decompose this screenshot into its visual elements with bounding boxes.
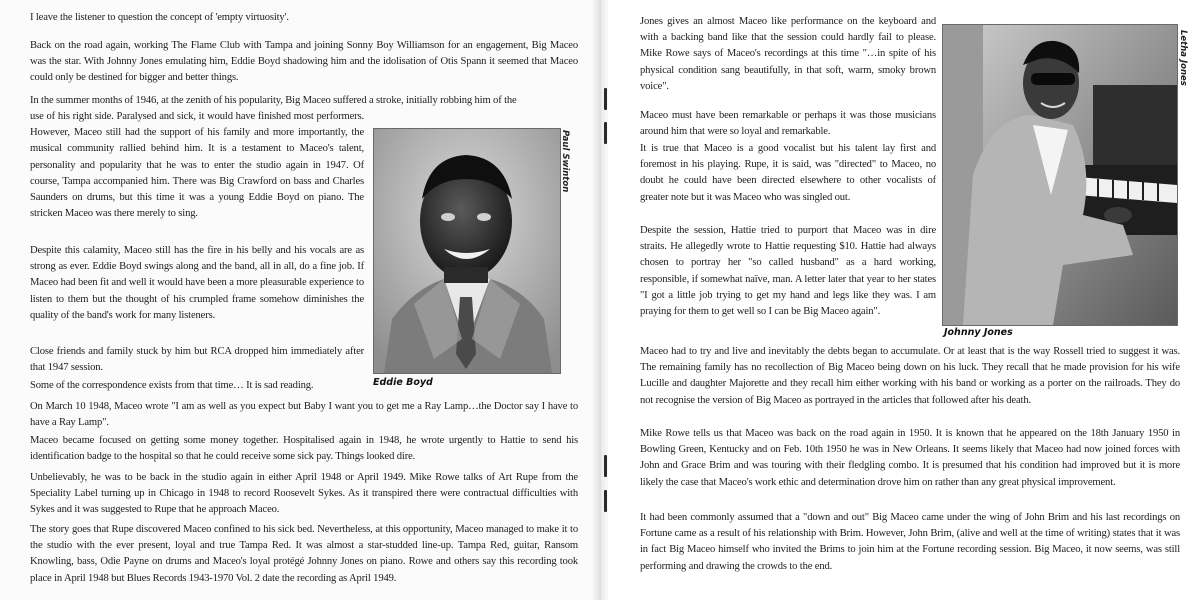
photo-credit: Paul Swinton [560,130,570,193]
paragraph: The story goes that Rupe discovered Maceo confined to his sick bed. Nevertheless, at this opportunity, Maceo managed to make it to the studio with the ever present, loyal and true Tampa Red. It was almost a star-studded line-up. Tampa Red, guitar, Ransom Knowling, bass, Odie Payne on drums and Maceo's loyal protégé Johnny Jones on piano. Rowe and others say this recording took place in April 1948 but Blues Records 1943-1970 Vol. 2 date the recording as April 1949. [30,524,578,584]
paragraph: Maceo became focused on getting some money together. Hospitalised again in 1948, he wrote urgently to Hattie to send his identification badge to the hospital so that he could receive some sick pay. Things looked dire. [30,435,578,463]
paragraph: Maceo must have been remarkable or perhaps it was those musicians around him that were so loyal and remarkable. [640,110,936,138]
paragraph: Unbelievably, he was to be back in the studio again in either April 1948 or April 1949. Mike Rowe talks of Art Rupe from the Speciality Label turning up in Chicago in 1948 to record Roosevelt Sykes. As it transpired there were contractual difficulties with Sykes and it was suggested to Rupe that he approach Maceo. [30,472,578,516]
paragraph: Despite the session, Hattie tried to purport that Maceo was in dire straits. He allegedly wrote to Hattie requesting $10. Hattie had always chosen to portray her "so called husband" as a hard working, responsible, if somewhat naïve, man. A letter later that year to her states "I got a little job trying to get my hand and legs like they was. I am praying for them to get well so I can be Big Maceo again". [640,225,936,318]
paragraph: In the summer months of 1946, at the zenith of his popularity, Big Maceo suffered a stroke, initially robbing him of the [30,95,517,106]
paragraph: I leave the listener to question the concept of 'empty virtuosity'. [30,12,289,23]
paragraph: It had been commonly assumed that a "down and out" Big Maceo came under the wing of John Brim and his last recordings on Fortune came as a result of his relationship with Brim. However, John Brim, (alive and well at the time of writing) states that it was in fact Big Maceo himself who invited the Brims to join him at the Fortune recording session. Big Maceo, it now seems, was still performing and drawing the crowds to the end. [640,512,1180,572]
paragraph: Some of the correspondence exists from that time… It is sad reading. [30,380,314,391]
paragraph: It is true that Maceo is a good vocalist but his talent lay first and foremost in his playing. Rupe, it is said, was "directed" to Maceo, no doubt he could have been directed elsewhere to other vocalists of greater note but it was Maceo who was singled out. [640,143,936,203]
right-page [600,0,1200,600]
eddie-boyd-photo [373,128,561,374]
paragraph: On March 10 1948, Maceo wrote "I am as well as you expect but Baby I want you to get me a Ray Lamp…the Doctor say I have to have a Ray Lamp". [30,401,578,429]
paragraph: Back on the road again, working The Flame Club with Tampa and joining Sonny Boy Williamson for an engagement, Big Maceo was the star. With Johnny Jones emulating him, Eddie Boyd shadowing him and the idolisation of Otis Spann it seemed that Maceo could only be destined for bigger and better things. [30,40,578,84]
paragraph: Maceo had to try and live and inevitably the debts began to accumulate. Or at least that is the way Rossell tried to suggest it was. The remaining family has no recollection of Big Maceo being down on his luck. They recall that he made provision for his wife Lucille and daughter Majorette and they recall him either working with his band or working as a porter on the railroads. They do not recognise the version of Big Maceo as portrayed in the articles that followed after his death. [640,346,1180,406]
photo-caption: Eddie Boyd [373,377,433,388]
paragraph: Jones gives an almost Maceo like performance on the keyboard and with a backing band like that the session could hardly fail to please. Mike Rowe says of Maceo's recordings at this time "…in spite of his physical condition sang beautifully, in that soft, warm, smoky brown voice". [640,16,936,92]
photo-caption: Johnny Jones [944,327,1013,338]
portrait-image [943,25,1177,325]
paragraph: Close friends and family stuck by him but RCA dropped him immediately after that 1947 session. [30,346,364,374]
paragraph: Mike Rowe tells us that Maceo was back on the road again in 1950. It is known that he appeared on the 18th January 1950 in Bowling Green, Kentucky and on Feb. 10th 1950 he was in New Orleans. It seems likely that Maceo had now joined forces with John and Grace Brim and was touring with their fledgling combo. It is presumed that his condition had improved but it is more likely the case that Maceo's work ethic and determination drove him on rather than any great physical improvement. [640,428,1180,488]
johnny-jones-photo [942,24,1178,326]
paragraph: Despite this calamity, Maceo still has the fire in his belly and his vocals are as strong as ever. Eddie Boyd swings along and the band, all in all, do a fine job. If Maceo had been fit and well it would have been a more pleasurable experience to listen to them but the thought of his crumpled frame somehow diminishes the quality of the band's work for many listeners. [30,245,364,321]
paragraph: use of his right side. Paralysed and sick, it would have finished most performers. However, Maceo still had the support of his family and more importantly, the musical community rallied behind him. It is a testament to Maceo's talent, personality and popularity that he was to enter the studio again in 1947. Of course, Tampa accompanied him. There was Big Crawford on bass and Charles Saunders on drums, but this time it was a young Eddie Boyd on piano. The stricken Maceo was there merely to sing. [30,111,364,220]
photo-credit: Letha Jones [1178,30,1188,86]
portrait-image [374,129,560,373]
